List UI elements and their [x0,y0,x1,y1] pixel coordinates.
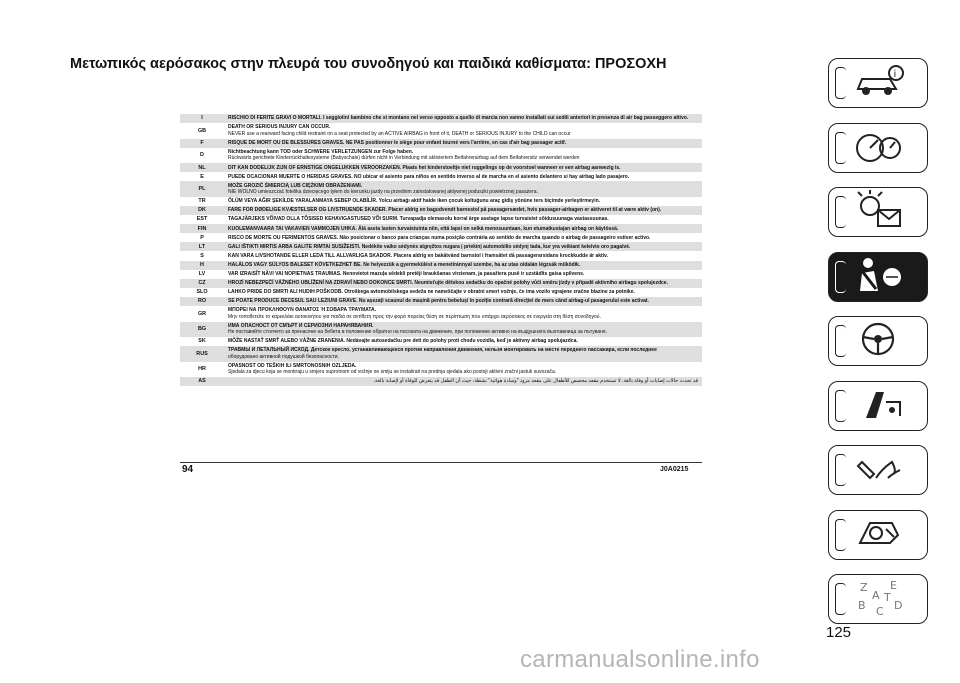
language-code: F [180,139,224,148]
warning-text-line: Μην τοποθετείτε το καρεκλάκι αυτοκινήτου για παιδιά σε αντίθετη προς την φορά πορείας θέση σε περίπτωση που υπάρχει αερόσακος σε ενεργεία στη θέση συνοδηγού. [228,313,601,320]
warning-text [224,306,702,322]
warning-text-line: Не поставяйте столчето за пренасяне на бебета в положение обратно на посоката на движение, при положение активно на въздушната възглавница за пътуване. [228,329,608,336]
warning-text [224,279,702,288]
tab-emergency[interactable] [828,381,928,431]
warning-text [224,181,702,197]
language-code: HR [180,362,224,378]
warning-text-line: ИМА ОПАСНОСТ ОТ СМЪРТ И СЕРИОЗНИ НАРАНЯВАНИЯ. [228,322,374,329]
warning-table-body [180,114,702,386]
car-info-icon [850,61,906,105]
warning-text [224,297,702,306]
language-code: LV [180,270,224,279]
language-code: GR [180,306,224,322]
warning-row [180,233,702,242]
language-code: LT [180,242,224,251]
language-code: S [180,251,224,260]
svg-text:Z: Z [860,581,868,594]
warning-text-line: RISCHIO DI FERITE GRAVI O MORTALI. I seggiolini bambino che si montano nel verso opposto a quello di marcia non vanno installati sui sedili anteriori in presenza di air bag passeggero attivo. [228,115,689,122]
tab-car-info[interactable] [828,58,928,108]
warning-row [180,261,702,270]
warning-row [180,215,702,224]
warning-text-line: SE POATE PRODUCE DECESUL SAU LEZIUNI GRAVE. Nu așezați scaunul de mașină pentru bebeluși în poziție contrară direcției de mers când airbag-ul pasagerului este activat. [228,298,649,305]
warning-row [180,139,702,148]
warning-text [224,148,702,164]
warning-row [180,181,702,197]
warning-row [180,206,702,215]
chapter-tabs [828,58,932,639]
warning-row [180,279,702,288]
maintenance-tools-icon [850,448,906,492]
tab-dashboard[interactable] [828,123,928,173]
warning-text [224,346,702,362]
warning-text [224,172,702,181]
page-title: Μετωπικός αερόσακος στην πλευρά του συνοδηγού και παιδικά καθίσματα: ΠΡΟΣΟΧΗ [70,56,667,72]
language-code: AS [180,377,224,386]
warning-row [180,297,702,306]
warning-text-line: RISQUE DE MORT OU DE BLESSURES GRAVES. NE PAS positionner le siège pour enfant tourné vers l'arrière, en cas d'air bag passager actif. [228,139,567,146]
warning-row [180,251,702,260]
warning-light-mail-icon [850,190,906,234]
language-code: SLO [180,288,224,297]
tab-safety[interactable] [828,252,928,302]
warning-text-line: NIE WOLNO umieszczać fotelika dziecięcego tyłem do kierunku jazdy na przednim zainstalowanej aktywnej poduszki powietrznej pasażera. [228,189,538,196]
language-code: SK [180,337,224,346]
language-code: D [180,148,224,164]
language-code: TR [180,197,224,206]
svg-text:E: E [890,579,897,592]
warning-text-line: KUOLEMANVAARA TAI VAKAVIEN VAMMOJEN UHKA. Älä aseta lasten turvaistuinta niin, että lapsi on selkä menosuuntaan, kun etumatkustajan airbag on käytössä. [228,225,619,232]
warning-text-line: ΜΠΟΡΕΙ ΝΑ ΠΡΟΚΛΗΘΟΥΝ ΘΑΝΑΤΟΣ Ή ΣΟΒΑΡΑ ΤΡΑΥΜΑΤΑ. [228,307,377,314]
warning-row [180,322,702,338]
language-code: DK [180,206,224,215]
warning-text-line: DEATH OR SERIOUS INJURY CAN OCCUR. [228,124,331,131]
svg-text:A: A [872,589,880,602]
language-code: GB [180,123,224,139]
breakdown-warning-icon [850,384,906,428]
figure-code: J0A0215 [660,466,689,473]
warning-row [180,362,702,378]
warning-text [224,139,702,148]
warning-row [180,163,702,172]
language-code: E [180,172,224,181]
warning-row [180,288,702,297]
warning-text [224,215,702,224]
warning-text-line: TAGAJÄRJEKS VÕIVAD OLLA TÕSISED KEHAVIGASTUSED VÕI SURM. Turvapadja olemasolu korral ärge asetage lapse turvaistet sõidusuunaga vastassuunas. [228,216,609,223]
warning-text [224,163,702,172]
svg-text:T: T [884,591,891,604]
seatbelt-airbag-icon [850,255,906,299]
warning-text-line: HROZÍ NEBEZPEČÍ VÁŽNÉHO UBLÍŽENÍ NA ZDRAVÍ NEBO DOKONCE SMRTI. Neumisťujte dětskou sedačku do opačné polohy vůči směru jízdy v případě aktivního airbagu spolujezdce. [228,280,668,287]
warning-text-line: Nichtbeachtung kann TOD oder SCHWERE VERLETZUNGEN zur Folge haben. [228,149,414,156]
warning-text [224,322,702,338]
warning-text [224,197,702,206]
warning-row [180,306,702,322]
warning-text-line: HALÁLOS VAGY SÚLYOS BALESET KÖVETKEZHET BE. Ne helyezzük a gyermekülést a menetiránnyal szembe, ha az utas oldalán légzsák működik. [228,261,581,268]
warning-text [224,206,702,215]
tab-warning-lights[interactable] [828,187,928,237]
language-code: RUS [180,346,224,362]
warning-text-line: MOŻE GROZIĆ ŚMIERCIĄ LUB CIĘŻKIMI OBRAŻENIAMI. [228,182,363,189]
warning-text-line: OPASNOST OD TEŠKIH ILI SMRTONOSNIH OZLJEDA. [228,362,357,369]
site-watermark: carmanualsonline.info [520,646,760,673]
warning-row [180,123,702,139]
warning-text-line: ТРАВМЫ И ЛЕТАЛЬНЫЙ ИСХОД. Детское кресло, устанавливающееся против направления движения, нельзя монтировать на месте переднего пассажира, если последнее [228,347,657,354]
warning-text-line: DIT KAN DODELIJK ZIJN OF ERNSTIGE ONGELUKKEN VEROORZAKEN. Plaats het kinderstoeltje niet ruggelings op de voorstoel wanneer er een airbag aanwezig is. [228,164,621,171]
figure-page-number: 94 [182,464,194,475]
warning-text-line: قد تحدث حالات إصابات أو وفاة بالغة. لا تستخدم مقعد مخصص للأطفال على مقعد مزود "وسادة هوائية" نشطة، حيث أن الطفل قد يتعرض للوفاة أو لإصابة بالغة. [373,378,698,385]
warning-text-line: KAN VARA LIVSHOTANDE ELLER LEDA TILL ALLVARLIGA SKADOR. Placera aldrig en bakåtvänd barnstol i framsätet då passagerarsidans krockkudde är aktiv. [228,252,608,259]
warning-text [224,224,702,233]
warning-text [224,337,702,346]
svg-text:i: i [893,69,897,80]
dashboard-gauge-icon [850,126,906,170]
warning-text [224,123,702,139]
svg-text:B: B [858,599,866,612]
warning-text [224,288,702,297]
warning-text-line: PUEDE OCACIONAR MUERTE O HERIDAS GRAVES. NO ubicar el asiento para niños en sentido inverso al de marcha en el asiento delantero si hay airbag lado pasajero. [228,173,630,180]
tab-starting-driving[interactable] [828,316,928,366]
svg-text:D: D [894,599,903,612]
page-number: 125 [826,624,852,641]
warning-row [180,172,702,181]
tab-maintenance[interactable] [828,445,928,495]
figure-divider [180,462,702,463]
warning-text [224,362,702,378]
warning-text-line: GALI IŠTIKTI MIRTIS ARBA GALITE RIMTAI SUSIŽEISTI. Nedėkite vaiko sėdynės atgręžtos nugara į priekinį automobilio sėdynį tada, kur yra veikiant keleivio oro pagalvė. [228,243,631,250]
warning-text [224,251,702,260]
warning-row [180,377,702,386]
warning-row [180,337,702,346]
warning-text [224,270,702,279]
tab-technical-specs[interactable] [828,510,928,560]
warning-text [224,233,702,242]
warning-row [180,242,702,251]
warning-text-line: оборудовано активной подушкой безопасности. [228,353,339,360]
svg-text:C: C [876,605,884,617]
warning-text-line: Rückwärts gerichtete Kinderrückhaltesysteme (Babyschale) dürfen nicht in Verbindung mit aktiviertem Beifahrerairbag auf dem Beifahrersitz verwendet werden [228,155,580,162]
warning-text-line: RISCO DE MORTE OU FERIMENTOS GRAVES. Não posicionar o banco para crianças numa posição contrária ao sentido de marcha quando o airbag de passageiro estiver activo. [228,234,651,241]
warning-text-line: ÖLÜM VEYA AĞIR ŞEKİLDE YARALANMAYA SEBEP OLABİLİR. Yolcu airbağı aktif halde iken çocuk koltuğunu araç gidiş yönüne ters biçimde yerleştirmeyin. [228,198,601,205]
warning-text-line: FARE FOR DØDELIGE KVÆSTELSER OG LIVSTRUENDE SKADER. Placer aldrig en bagudvendt barnestol på passagersædet, hvis passager-airbagen er aktiveret til at være aktiv (on). [228,207,662,214]
warning-text-line: NEVER use a rearward facing child restraint on a seat protected by an ACTIVE AIRBAG in front of it, DEATH or SERIOUS INJURY to the CHILD can occur [228,130,571,137]
language-code: PL [180,181,224,197]
warning-row [180,346,702,362]
language-code: H [180,261,224,270]
language-code: NL [180,163,224,172]
language-code: FIN [180,224,224,233]
warning-row [180,270,702,279]
technical-specs-icon [850,513,906,557]
warning-text-line: MÔŽE NASTAŤ SMRŤ ALEBO VÁŽNE ZRANENIA. Nedávajte autosedačku pre deti do polohy proti chodu vozidla, keď je aktívny airbag spolujazdca. [228,338,578,345]
language-code: EST [180,215,224,224]
warning-row [180,197,702,206]
warning-text-line: LAHKO PRIDE DO SMRTI ALI HUDIH POŠKODB. Otroškega avtomobilskega sedeža ne nameščajte v obratni smeri vožnje, če ima vozilo vgrajene zračne blazine za potnike. [228,289,635,296]
warning-text-line: Sjedala za djecu koja se montiraju u smjeru suprotnom od vožnje ne smiju se instalirati na prednja sjedala ako postoji aktivni zračni jastuk suvozača. [228,369,557,376]
language-code: BG [180,322,224,338]
language-code: P [180,233,224,242]
warning-text-line: VAR IZRAISĪT NĀVI VAI NOPIETNAS TRAUMAS. Nenovietot mazuļa sēdekli pretēji braukšanas virzienam, ja pasažiera pusē ir uzstādīts gaisa spilvens. [228,270,585,277]
language-code: CZ [180,279,224,288]
warning-text [224,377,702,386]
language-code: RO [180,297,224,306]
warning-text [224,114,702,123]
warning-text [224,261,702,270]
warning-text [224,242,702,251]
warning-row [180,114,702,123]
language-code: I [180,114,224,123]
steering-wheel-icon [850,319,906,363]
warning-row [180,224,702,233]
tab-index[interactable] [828,574,928,624]
airbag-warning-table [180,114,702,386]
alphabet-index-icon [850,577,906,621]
warning-row [180,148,702,164]
